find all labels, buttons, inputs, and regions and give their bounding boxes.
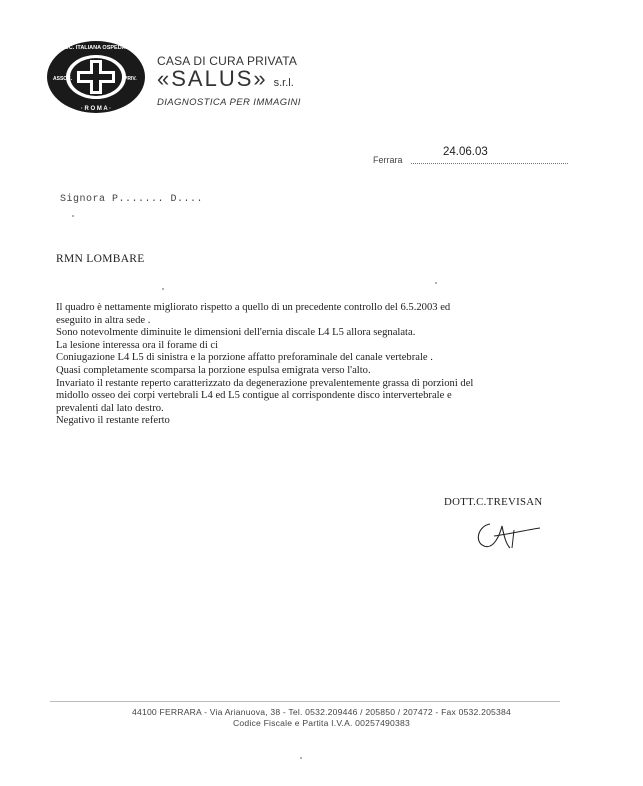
company-suffix: s.r.l. — [273, 77, 294, 89]
report-body — [56, 302, 576, 428]
scan-speck — [72, 215, 74, 217]
clinic-seal-logo — [46, 40, 146, 114]
scan-speck — [162, 288, 164, 290]
body-line: eseguito in altra sede . — [56, 314, 151, 326]
recipient: Signora P....... D.... — [60, 194, 204, 205]
letterhead-clinic-name — [157, 66, 294, 92]
doctor-name: DOTT.C.TREVISAN — [444, 496, 543, 508]
svg-text:ASSOC.: ASSOC. — [53, 76, 73, 82]
handwritten-signature — [460, 512, 560, 554]
body-line: midollo osseo dei corpi vertebrali L4 ed L5 contigue al corrispondente disco intervertebrale e — [56, 390, 452, 402]
body-line: Quasi completamente scomparsa la porzione espulsa emigrata verso l'alto. — [56, 364, 371, 376]
date-dotted-line — [411, 163, 568, 164]
svg-text:PRIV.: PRIV. — [124, 76, 137, 82]
body-line: Sono notevolmente diminuite le dimensioni dell'ernia discale L4 L5 allora segnalata. — [56, 327, 416, 339]
body-line: Il quadro è nettamente migliorato rispetto a quello di un precedente controllo del 6.5.2003 ed — [56, 302, 451, 313]
svg-text:· R O M A ·: · R O M A · — [80, 106, 112, 112]
date-value: 24.06.03 — [443, 146, 488, 158]
footer-tax-id: Codice Fiscale e Partita I.V.A. 00257490383 — [233, 718, 410, 728]
body-line: Negativo il restante referto — [56, 415, 170, 427]
letterhead-clinic-type: CASA DI CURA PRIVATA — [157, 54, 298, 68]
body-line: La lesione interessa ora il forame di ci — [56, 339, 219, 351]
footer-divider — [50, 701, 560, 702]
clinic-name-text: «SALUS» — [157, 66, 268, 91]
scan-speck — [435, 282, 437, 284]
scan-speck — [300, 757, 302, 759]
letterhead-department: DIAGNOSTICA PER IMMAGINI — [157, 97, 301, 108]
report-subject: RMN LOMBARE — [56, 253, 145, 265]
body-line: Coniugazione L4 L5 di sinistra e la porzione affatto preforaminale del canale vertebrale . — [56, 352, 433, 364]
date-place: Ferrara — [373, 155, 403, 165]
body-line: prevalenti dal lato destro. — [56, 402, 164, 414]
svg-text:ASSOC. ITALIANA OSPEDALITA': ASSOC. ITALIANA OSPEDALITA' — [53, 45, 139, 51]
body-line: Invariato il restante reperto caratterizzato da degenerazione prevalentemente grassa di porzioni del — [56, 377, 474, 389]
footer-address: 44100 FERRARA - Via Arianuova, 38 - Tel. 0532.209446 / 205850 / 207472 - Fax 0532.205384 — [132, 707, 511, 717]
